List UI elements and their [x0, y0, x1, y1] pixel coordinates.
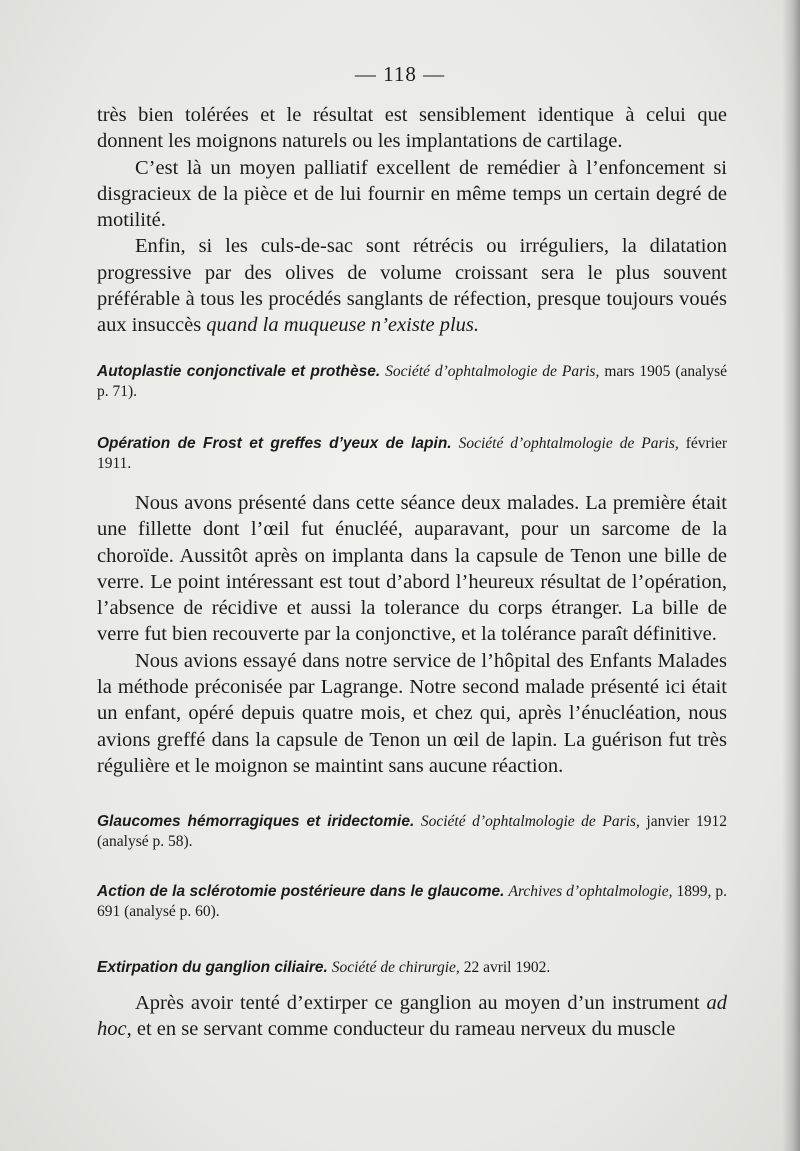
bibliography-entry-extirpation: [97, 958, 727, 978]
paragraph-3-italic: quand la muqueuse n’existe plus.: [206, 314, 480, 337]
paragraph-6-text-end: , et en se servant comme conducteur du rameau nerveux du muscle: [126, 1018, 676, 1041]
entry-note: p. 691 (analysé p. 60).: [97, 883, 728, 920]
paragraph-4: Nous avons présenté dans cette séance deux malades. La première était une fillette dont l’œil fut énucléé, auparavant, pour un sarcome de la choroïde. Aussitôt après on implanta dans la capsule de Tenon une bille de verre. Le point intéressant est tout d’abord l’heureux résultat de l’opération, l’absence de récidive et aussi la tolerance du corps étranger. La bille de verre fut bien recouverte par la conjonctive, et la tolérance paraît définitive.: [97, 492, 727, 646]
paragraph-1: très bien tolérées et le résultat est sensiblement identique à celui que donnent les moignons naturels ou les implantations de cartilage.: [97, 104, 727, 153]
entry-title: Extirpation du ganglion ciliaire.: [97, 959, 328, 976]
paragraph-6: [97, 990, 727, 1043]
paragraph-3: [97, 233, 727, 338]
intro-text-block: [97, 102, 727, 339]
entry-source: Société d’ophtalmologie de Paris,: [420, 813, 640, 830]
entry-date: 22 avril 1902.: [463, 959, 551, 976]
entry-date: janvier 1912: [646, 813, 727, 830]
middle-text-block: [97, 490, 727, 779]
paragraph-6-italic: ad hoc: [97, 992, 727, 1041]
entry-title: Autoplastie conjonctivale et prothèse.: [97, 363, 381, 380]
entry-note: (analysé p. 71).: [97, 363, 728, 400]
paragraph-2: C’est là un moyen palliatif excellent de remédier à l’enfoncement si disgracieux de la pièce et de lui fournir en même temps un certain degré de motilité.: [97, 156, 727, 232]
entry-source: Société d’ophtalmologie de Paris,: [458, 435, 679, 452]
bibliography-entry-autoplastie: [97, 362, 727, 402]
entry-source: Société d’ophtalmologie de Paris,: [385, 363, 600, 380]
page-number: — 118 —: [354, 62, 446, 86]
paragraph-6-text: Après avoir tenté d’extirper ce ganglion au moyen d’un instrument: [135, 992, 707, 1014]
entry-title: Opération de Frost et greffes d’yeux de lapin.: [97, 435, 452, 452]
entry-note: (analysé p. 58).: [97, 833, 193, 850]
paragraph-3-text: Enfin, si les culs-de-sac sont rétrécis ou irréguliers, la dilatation progressive par des olives de volume croissant sera le plus souvent préférable à tous les procédés sanglants de réfection, presque toujours voués aux insuccès: [97, 235, 727, 337]
paragraph-5: Nous avions essayé dans notre service de l’hôpital des Enfants Malades la méthode préconisée par Lagrange. Notre second malade présenté ici était un enfant, opéré depuis quatre mois, et chez qui, après l’énucléation, nous avions greffé dans la capsule de Tenon un œil de lapin. La guérison fut très régulière et le moignon se maintint sans aucune réaction.: [97, 649, 727, 777]
bibliography-entry-frost: [97, 434, 727, 474]
entry-date: 1899,: [676, 883, 712, 900]
entry-source: Archives d’ophtalmologie,: [508, 883, 673, 900]
entry-title: Action de la sclérotomie postérieure dans le glaucome.: [97, 883, 505, 900]
entry-date: mars 1905: [604, 363, 671, 380]
closing-text-block: [97, 990, 727, 1043]
page-edge-shadow: [782, 0, 800, 1151]
entry-title: Glaucomes hémorragiques et iridectomie.: [97, 813, 415, 830]
entry-date: février 1911.: [97, 435, 728, 472]
entry-source: Société de chirurgie,: [331, 959, 460, 976]
bibliography-entry-sclerotomie: [97, 882, 727, 922]
bibliography-entry-glaucomes: [97, 812, 727, 852]
